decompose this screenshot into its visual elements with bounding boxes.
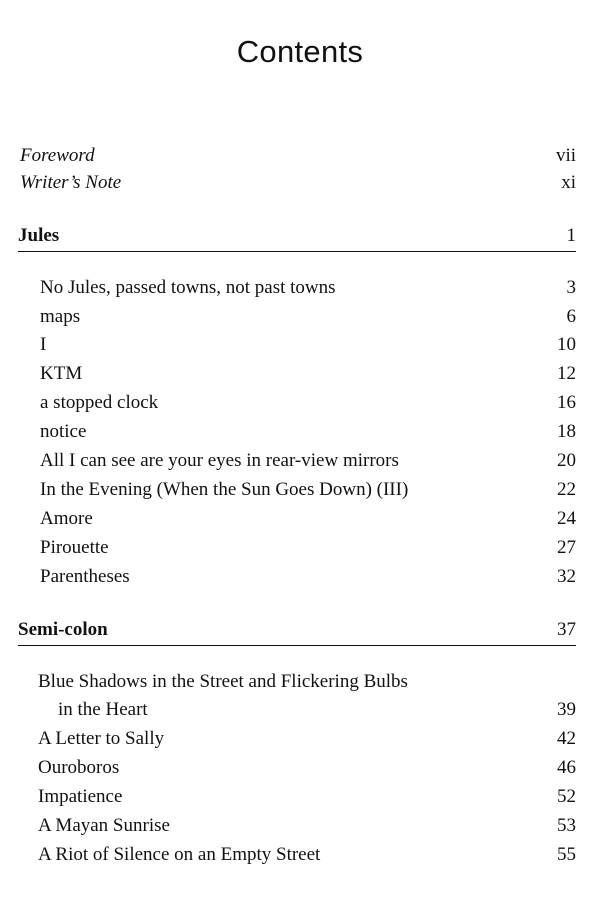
- toc-row[interactable]: [0, 535, 600, 561]
- toc-page-number: 53: [557, 815, 576, 836]
- toc-row[interactable]: [0, 669, 600, 695]
- toc-page-number: 12: [557, 363, 576, 384]
- toc-page-number: 46: [557, 757, 576, 778]
- toc-entry-title: A Mayan Sunrise: [38, 815, 170, 836]
- toc-row-continuation[interactable]: [0, 697, 600, 723]
- toc-entry-title: notice: [40, 421, 87, 442]
- toc-entry-title: All I can see are your eyes in rear-view mirrors: [40, 450, 399, 471]
- toc-row-writers-note[interactable]: [0, 170, 600, 196]
- toc-part-jules[interactable]: [0, 223, 600, 249]
- section-divider: [18, 251, 576, 252]
- toc-row[interactable]: [0, 842, 600, 868]
- toc-entry-title: Ouroboros: [38, 757, 120, 778]
- toc-page-number: 55: [557, 844, 576, 865]
- toc-entry-title: I: [40, 334, 47, 355]
- toc-row[interactable]: [0, 506, 600, 532]
- toc-page-number: 52: [557, 786, 576, 807]
- toc-page-number: 42: [557, 728, 576, 749]
- toc-page-number: 18: [557, 421, 576, 442]
- toc-page-number: vii: [555, 145, 576, 166]
- toc-row-foreword[interactable]: [0, 143, 600, 169]
- toc-row[interactable]: [0, 726, 600, 752]
- toc-page-number: 39: [557, 699, 576, 720]
- toc-entry-title: in the Heart: [58, 699, 148, 720]
- toc-row[interactable]: [0, 275, 600, 301]
- toc-row[interactable]: [0, 448, 600, 474]
- toc-row[interactable]: [0, 332, 600, 358]
- toc-entry-title: KTM: [40, 363, 83, 384]
- toc-entry-title: In the Evening (When the Sun Goes Down) (III): [40, 479, 409, 500]
- toc-page-number: 32: [557, 566, 576, 587]
- toc-row[interactable]: [0, 784, 600, 810]
- toc-page-number: 27: [557, 537, 576, 558]
- toc-row[interactable]: [0, 755, 600, 781]
- toc-page-number: 10: [557, 334, 576, 355]
- toc-row[interactable]: [0, 419, 600, 445]
- part-title: Jules: [18, 225, 60, 246]
- toc-row[interactable]: [0, 304, 600, 330]
- toc-page-number: 24: [557, 508, 576, 529]
- toc-page-number: 22: [557, 479, 576, 500]
- toc-entry-title: No Jules, passed towns, not past towns: [40, 277, 336, 298]
- toc-page-number: 16: [557, 392, 576, 413]
- toc-entry-title: maps: [40, 306, 81, 327]
- toc-page-number: xi: [561, 172, 576, 193]
- toc-entry-title: A Riot of Silence on an Empty Street: [38, 844, 321, 865]
- toc-entry-title: Writer’s Note: [20, 172, 122, 193]
- part-page-number: 1: [566, 225, 576, 246]
- part-page-number: 37: [557, 619, 576, 640]
- part-title: Semi-colon: [18, 619, 108, 640]
- page-title: Contents: [236, 34, 364, 69]
- toc-row[interactable]: [0, 564, 600, 590]
- toc-page-number: 20: [557, 450, 576, 471]
- toc-part-semi-colon[interactable]: [0, 617, 600, 643]
- toc-row[interactable]: [0, 813, 600, 839]
- toc-entry-title: a stopped clock: [40, 392, 159, 413]
- toc-row[interactable]: [0, 477, 600, 503]
- section-divider: [18, 645, 576, 646]
- toc-row[interactable]: [0, 390, 600, 416]
- toc-entry-title: Parentheses: [40, 566, 130, 587]
- toc-page-number: 3: [566, 277, 576, 298]
- toc-entry-title: Amore: [40, 508, 93, 529]
- toc-row[interactable]: [0, 361, 600, 387]
- toc-page-number: 6: [566, 306, 576, 327]
- toc-entry-title: Impatience: [38, 786, 123, 807]
- toc-entry-title: A Letter to Sally: [38, 728, 165, 749]
- toc-entry-title: Pirouette: [40, 537, 109, 558]
- toc-entry-title: Foreword: [20, 145, 95, 166]
- toc-entry-title: Blue Shadows in the Street and Flickering Bulbs: [38, 671, 408, 692]
